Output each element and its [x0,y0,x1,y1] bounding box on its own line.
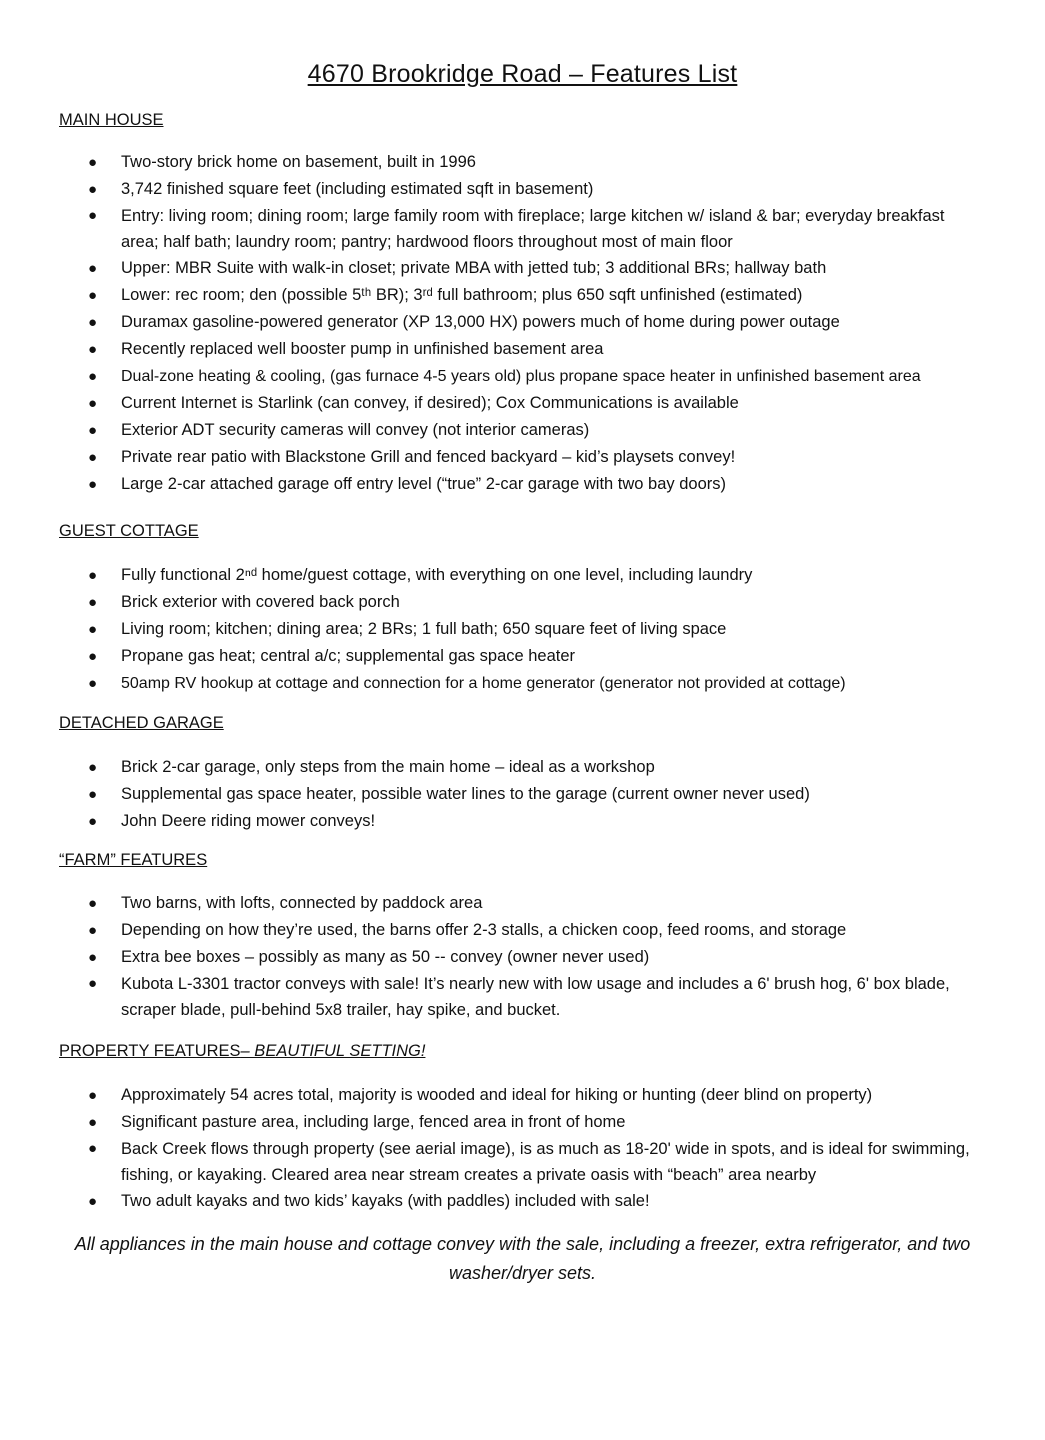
bullet-icon: ● [88,395,98,412]
page-title: 4670 Brookridge Road – Features List [307,60,738,88]
section-heading-main-house: MAIN HOUSE [59,111,164,129]
list-item: ● Private rear patio with Blackstone Grill and fenced backyard – kid’s playsets convey! [0,444,1045,471]
bullet-icon: ● [88,314,98,331]
bullet-icon: ● [88,594,98,611]
bullet-icon: ● [88,975,98,992]
bullet-icon: ● [88,759,98,776]
list-item: ● Back Creek flows through property (see aerial image), is as much as 18-20' wide in spots, and is ideal for swimming, fishing, or kayaking. Cleared area near stream creates a private oasis with “beach” area nearby [0,1136,1045,1188]
bullet-icon: ● [88,422,98,439]
list-item: ● Kubota L-3301 tractor conveys with sale! It’s nearly new with low usage and includes a 6' brush hog, 6' box blade, scraper blade, pull-behind 5x8 trailer, hay spike, and bucket. [0,971,1045,1023]
bullet-icon: ● [88,368,98,385]
list-item: ● Depending on how they’re used, the barns offer 2-3 stalls, a chicken coop, feed rooms, and storage [0,917,1045,944]
section-heading-farm-features: “FARM” FEATURES [59,851,208,869]
farm-features-list [0,890,1045,1023]
section-heading-property-features-label: PROPERTY FEATURES [59,1042,241,1060]
list-item: ● Recently replaced well booster pump in unfinished basement area [0,336,1045,363]
bullet-icon: ● [88,287,98,304]
bullet-icon: ● [88,922,98,939]
list-item: ● Duramax gasoline-powered generator (XP 13,000 HX) powers much of home during power outage [0,309,1045,336]
bullet-icon: ● [88,895,98,912]
bullet-icon: ● [88,154,98,171]
list-item: ● Brick exterior with covered back porch [0,589,1045,616]
list-item: ● Entry: living room; dining room; large family room with fireplace; large kitchen w/ island & bar; everyday breakfast area; half bath; laundry room; pantry; hardwood floors throughout most of main floor [0,203,1045,255]
list-item: ● Significant pasture area, including large, fenced area in front of home [0,1109,1045,1136]
list-item: ● Large 2-car attached garage off entry level (“true” 2-car garage with two bay doors) [0,471,1045,498]
list-item: ● Brick 2-car garage, only steps from the main home – ideal as a workshop [0,754,1045,781]
bullet-icon: ● [88,567,98,584]
bullet-icon: ● [88,260,98,277]
property-features-list [0,1082,1045,1215]
list-item: ● Current Internet is Starlink (can convey, if desired); Cox Communications is available [0,390,1045,417]
list-item: ● Supplemental gas space heater, possible water lines to the garage (current owner never used) [0,781,1045,808]
bullet-icon: ● [88,1087,98,1104]
section-heading-property-features [59,1042,425,1061]
bullet-icon: ● [88,648,98,665]
list-item: ● Fully functional 2ⁿᵈ home/guest cottage, with everything on one level, including laundry [0,562,1045,589]
bullet-icon: ● [88,621,98,638]
section-heading-guest-cottage: GUEST COTTAGE [59,522,199,540]
list-item: ● Exterior ADT security cameras will convey (not interior cameras) [0,417,1045,444]
list-item: ● Two-story brick home on basement, built in 1996 [0,149,1045,176]
bullet-icon: ● [88,1193,98,1210]
bullet-icon: ● [88,949,98,966]
closing-note: All appliances in the main house and cottage convey with the sale, including a freezer, extra refrigerator, and two washer/dryer sets. [74,1234,971,1283]
list-item: ● Two barns, with lofts, connected by paddock area [0,890,1045,917]
list-item: ● Lower: rec room; den (possible 5ᵗʰ BR); 3ʳᵈ full bathroom; plus 650 sqft unfinished (estimated) [0,282,1045,309]
list-item: ● 3,742 finished square feet (including estimated sqft in basement) [0,176,1045,203]
list-item: ● Approximately 54 acres total, majority is wooded and ideal for hiking or hunting (deer blind on property) [0,1082,1045,1109]
list-item: ● 50amp RV hookup at cottage and connection for a home generator (generator not provided at cottage) [0,670,1045,697]
list-item: ● Dual-zone heating & cooling, (gas furnace 4-5 years old) plus propane space heater in unfinished basement area [0,363,1045,390]
bullet-icon: ● [88,675,98,692]
bullet-icon: ● [88,449,98,466]
section-heading-detached-garage: DETACHED GARAGE [59,714,224,732]
bullet-icon: ● [88,813,98,830]
detached-garage-list [0,754,1045,835]
bullet-icon: ● [88,476,98,493]
bullet-icon: ● [88,207,98,224]
bullet-icon: ● [88,1114,98,1131]
list-item: ● Propane gas heat; central a/c; supplemental gas space heater [0,643,1045,670]
list-item: ● Extra bee boxes – possibly as many as 50 -- convey (owner never used) [0,944,1045,971]
bullet-icon: ● [88,181,98,198]
list-item: ● Living room; kitchen; dining area; 2 BRs; 1 full bath; 650 square feet of living space [0,616,1045,643]
list-item: ● Upper: MBR Suite with walk-in closet; private MBA with jetted tub; 3 additional BRs; hallway bath [0,255,1045,282]
bullet-icon: ● [88,341,98,358]
list-item: ● John Deere riding mower conveys! [0,808,1045,835]
section-heading-property-features-tagline: – BEAUTIFUL SETTING! [240,1042,426,1060]
bullet-icon: ● [88,1140,98,1157]
bullet-icon: ● [88,786,98,803]
list-item: ● Two adult kayaks and two kids’ kayaks (with paddles) included with sale! [0,1188,1045,1215]
guest-cottage-list [0,562,1045,697]
main-house-list [0,149,1045,498]
